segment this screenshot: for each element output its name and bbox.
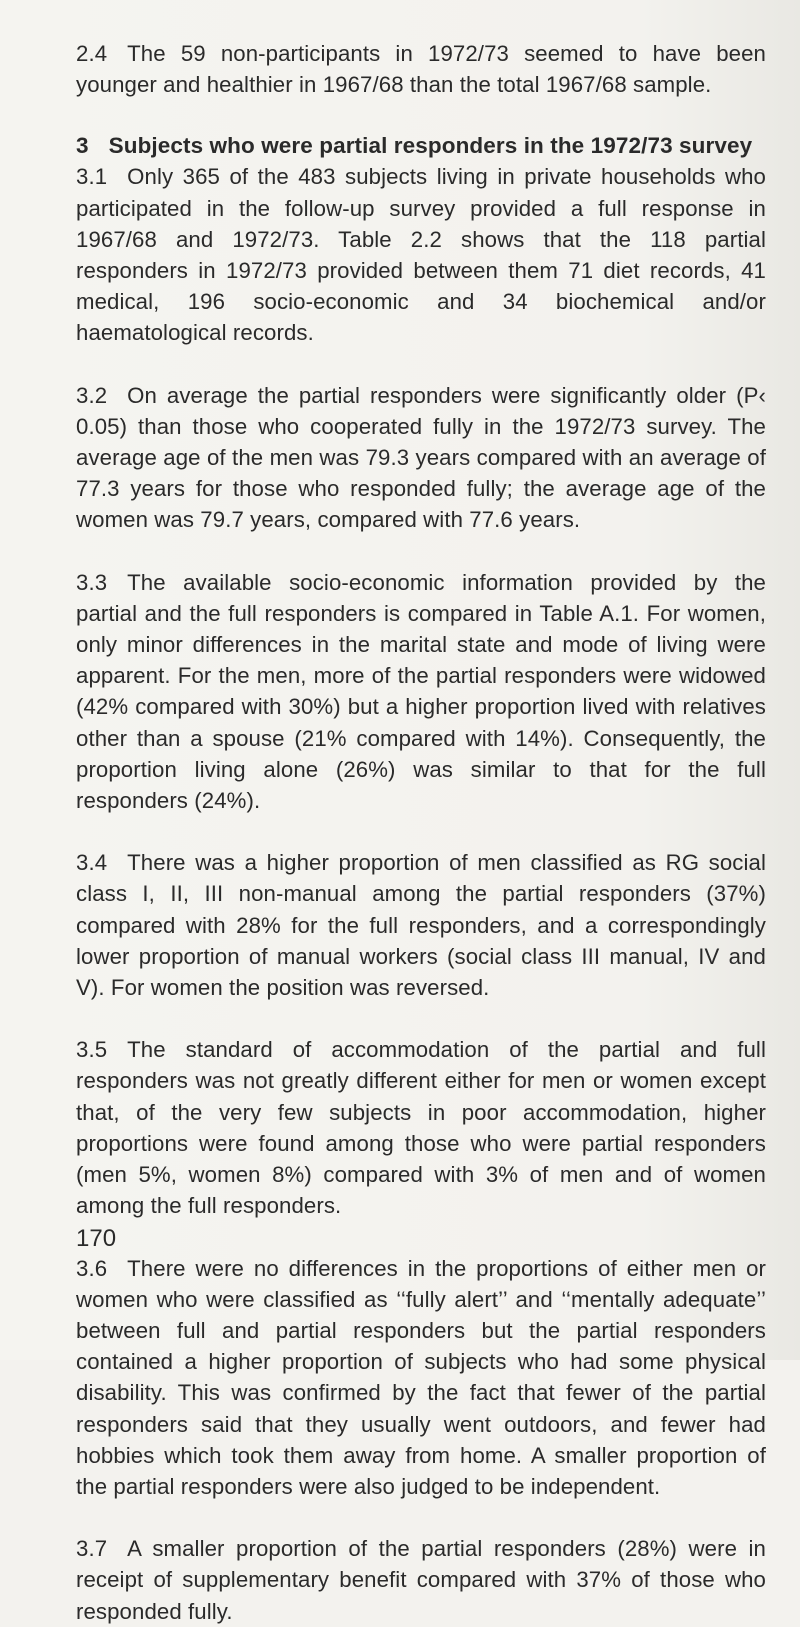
paragraph-number: 3.5 bbox=[76, 1037, 108, 1063]
paragraph-text: The 59 non-participants in 1972/73 seemed to have been younger and healthier in 1967/68 than the total 1967/68 sample. bbox=[76, 41, 766, 98]
paragraph-3-7 bbox=[76, 1533, 766, 1627]
paragraph-number: 3.3 bbox=[76, 569, 108, 595]
section-title: Subjects who were partial responders in the 1972/73 survey bbox=[108, 133, 753, 159]
paragraph-3-4 bbox=[76, 847, 766, 1003]
paragraph-2-4 bbox=[76, 38, 766, 100]
paragraph-3-3 bbox=[76, 567, 766, 817]
paragraph-text: On average the partial responders were significantly older (P‹ 0.05) than those who cooperated fully in the 1972/73 survey. The average age of the men was 79.3 years compared with an average of 77.3 years for those who responded fully; the average age of the women was 79.7 years, compared with 77.6 years. bbox=[76, 382, 766, 533]
paragraph-3-6 bbox=[76, 1253, 766, 1503]
paragraph-number: 3.4 bbox=[76, 850, 108, 876]
paragraph-text: A smaller proportion of the partial responders (28%) were in receipt of supplementary benefit compared with 37% of those who responded fully. bbox=[76, 1536, 766, 1624]
paragraph-number: 3.6 bbox=[76, 1255, 108, 1281]
page-number: 170 bbox=[76, 1225, 117, 1252]
paragraph-text: There was a higher proportion of men classified as RG social class I, II, III non-manual among the partial responders (37%) compared with 28% for the full responders, and a correspondingly lower proportion of manual workers (social class III manual, IV and V). For women the position was reversed. bbox=[76, 850, 766, 1001]
paragraph-number: 3.1 bbox=[76, 164, 108, 190]
paragraph-3-5 bbox=[76, 1034, 766, 1221]
paragraph-text: The available socio-economic information provided by the partial and the full responders is compared in Table A.1. For women, only minor differences in the marital state and mode of living were apparent. For the men, more of the partial responders were widowed (42% compared with 30%) but a higher proportion lived with relatives other than a spouse (21% compared with 14%). Consequently, the proportion living alone (26%) was similar to that for the full responders (24%). bbox=[76, 569, 766, 814]
section-heading-3 bbox=[76, 131, 766, 161]
paragraph-text: There were no differences in the proportions of either men or women who were classified as ‘‘fully alert’’ and ‘‘mentally adequate’’ between full and partial responders but the partial responders contained a higher proportion of subjects who had some physical disability. This was confirmed by the fact that fewer of the partial responders said that they usually went outdoors, and fewer had hobbies which took them away from home. A smaller proportion of the partial responders were also judged to be independent. bbox=[76, 1255, 766, 1499]
paragraph-3-1 bbox=[76, 161, 766, 348]
paragraph-number: 2.4 bbox=[76, 41, 108, 66]
paragraph-number: 3.7 bbox=[76, 1536, 108, 1562]
paragraph-text: The standard of accommodation of the partial and full responders was not greatly different either for men or women except that, of the very few subjects in poor accommodation, higher proportions were found among those who were partial responders (men 5%, women 8%) compared with 3% of men and of women among the full responders. bbox=[76, 1037, 766, 1219]
paragraph-3-2 bbox=[76, 380, 766, 536]
paragraph-text: Only 365 of the 483 subjects living in private households who participated in the follow-up survey provided a full response in 1967/68 and 1972/73. Table 2.2 shows that the 118 partial responders in 1972/73 provided between them 71 diet records, 41 medical, 196 socio-economic and 34 biochemical and/or haematological records. bbox=[76, 164, 766, 346]
paragraph-number: 3.2 bbox=[76, 382, 108, 408]
section-number: 3 bbox=[76, 133, 89, 159]
